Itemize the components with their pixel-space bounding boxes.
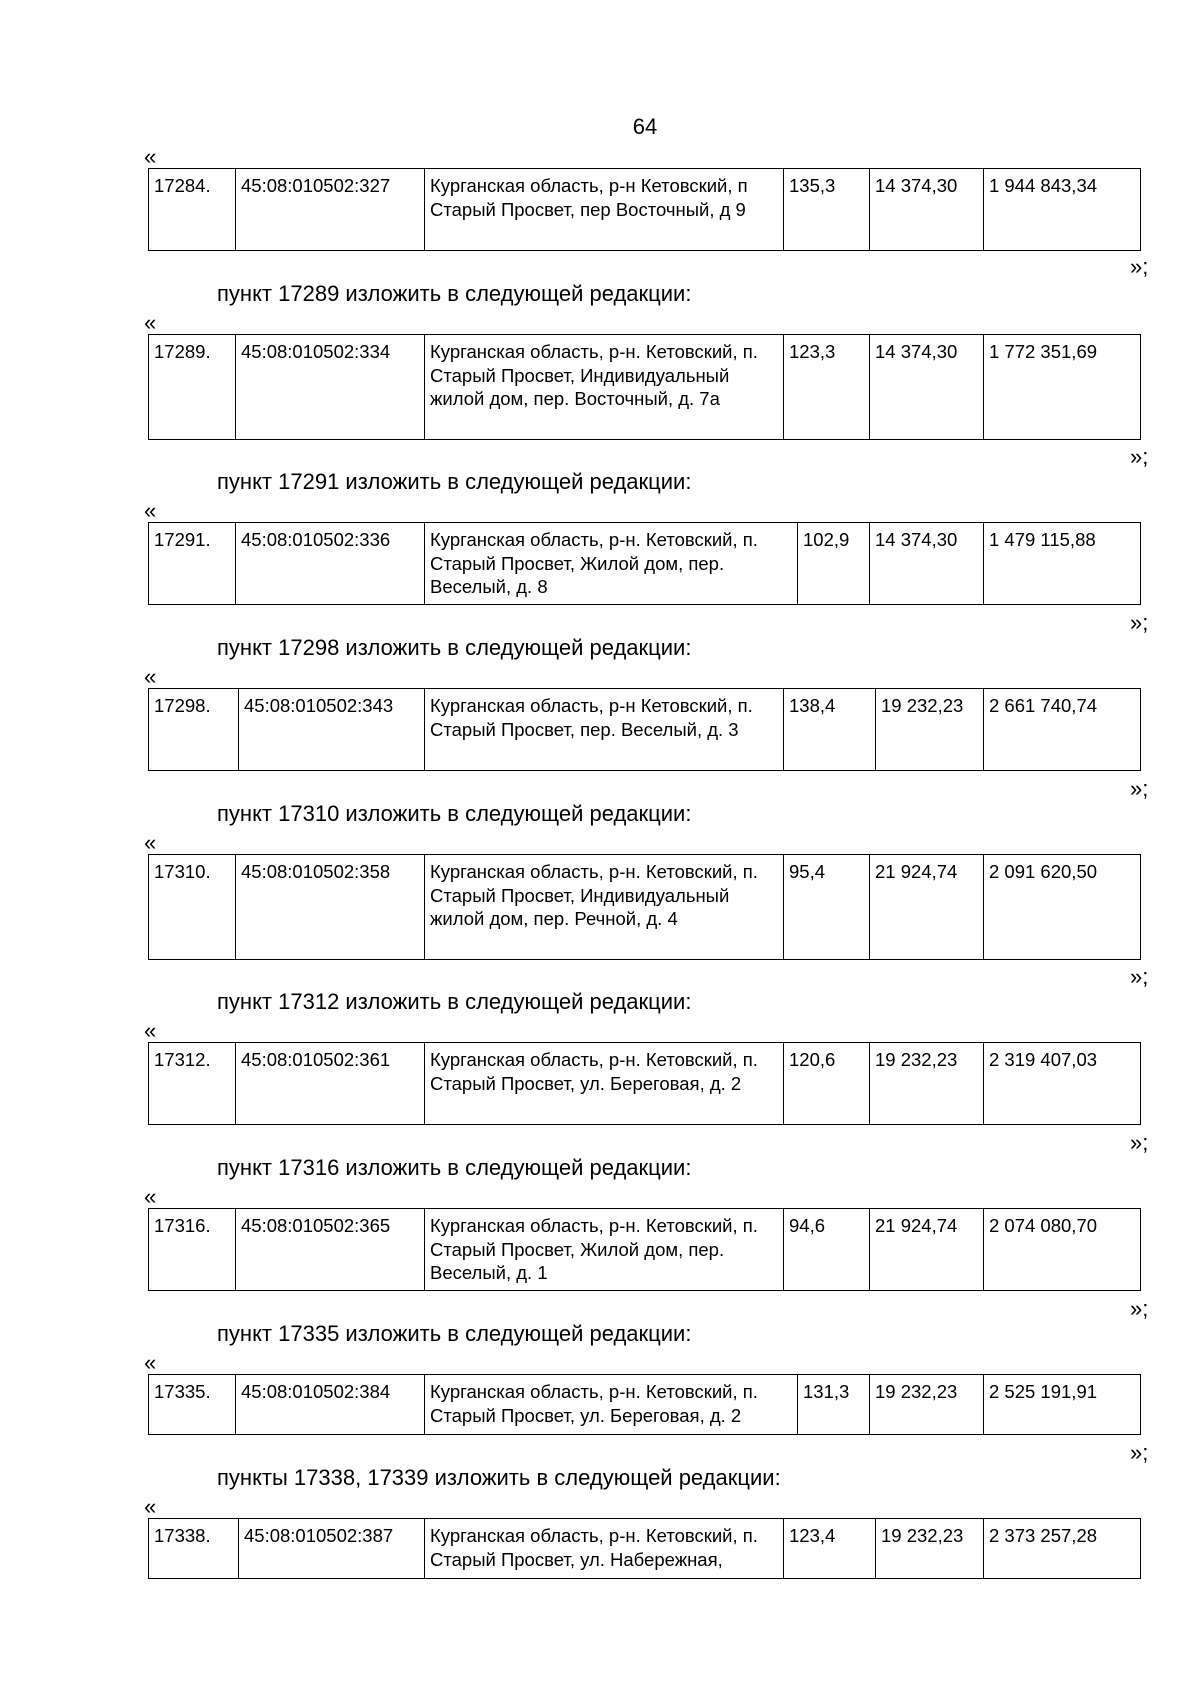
table-row: [149, 855, 1141, 960]
close-quote: »;: [1130, 1440, 1149, 1465]
close-quote: »;: [1130, 1130, 1149, 1155]
cell-total: 1 944 843,34: [984, 169, 1141, 251]
record-table: [148, 1374, 1141, 1435]
cell-total: 1 772 351,69: [984, 335, 1141, 440]
cell-area: 95,4: [784, 855, 870, 960]
cell-area: 131,3: [798, 1375, 870, 1435]
cell-number: 17335.: [149, 1375, 236, 1435]
cell-price: 19 232,23: [870, 1375, 984, 1435]
close-quote: »;: [1130, 964, 1149, 989]
cell-address: Курганская область, р-н. Кетовский, п. Старый Просвет, Индивидуальный жилой дом, пер. Речной, д. 4: [425, 855, 784, 960]
instruction-text: пункт 17310 изложить в следующей редакции:: [217, 801, 692, 826]
table-row: [149, 1519, 1141, 1579]
cell-address: Курганская область, р-н. Кетовский, п. Старый Просвет, ул. Береговая, д. 2: [425, 1043, 784, 1125]
cell-number: 17310.: [149, 855, 236, 960]
instruction-text: пункт 17298 изложить в следующей редакции:: [217, 635, 692, 660]
cell-total: 2 091 620,50: [984, 855, 1141, 960]
cell-cadastral: 45:08:010502:384: [236, 1375, 425, 1435]
cell-price: 14 374,30: [870, 169, 984, 251]
cell-total: 2 319 407,03: [984, 1043, 1141, 1125]
close-quote: »;: [1130, 254, 1149, 279]
cell-address: Курганская область, р-н. Кетовский, п. Старый Просвет, ул. Береговая, д. 2: [425, 1375, 798, 1435]
cell-total: 2 525 191,91: [984, 1375, 1141, 1435]
cell-total: 1 479 115,88: [984, 523, 1141, 605]
record-table: [148, 1208, 1141, 1291]
open-quote: «: [144, 1018, 157, 1043]
record-table: [148, 168, 1141, 251]
cell-address: Курганская область, р-н. Кетовский, п. Старый Просвет, Индивидуальный жилой дом, пер. Восточный, д. 7а: [425, 335, 784, 440]
close-quote: »;: [1130, 610, 1149, 635]
instruction-text: пункты 17338, 17339 изложить в следующей редакции:: [217, 1465, 781, 1490]
open-quote: «: [144, 1184, 157, 1209]
cell-cadastral: 45:08:010502:387: [239, 1519, 425, 1579]
table-row: [149, 689, 1141, 771]
table-row: [149, 1375, 1141, 1435]
table-row: [149, 169, 1141, 251]
cell-number: 17284.: [149, 169, 236, 251]
cell-area: 94,6: [784, 1209, 870, 1291]
cell-price: 21 924,74: [870, 855, 984, 960]
cell-cadastral: 45:08:010502:327: [236, 169, 425, 251]
cell-address: Курганская область, р-н. Кетовский, п. Старый Просвет, ул. Набережная,: [425, 1519, 784, 1579]
cell-price: 19 232,23: [870, 1043, 984, 1125]
cell-price: 19 232,23: [876, 689, 984, 771]
cell-number: 17338.: [149, 1519, 239, 1579]
cell-price: 21 924,74: [870, 1209, 984, 1291]
close-quote: »;: [1130, 1296, 1149, 1321]
instruction-text: пункт 17289 изложить в следующей редакции:: [217, 281, 692, 306]
cell-area: 135,3: [784, 169, 870, 251]
cell-address: Курганская область, р-н. Кетовский, п. Старый Просвет, Жилой дом, пер. Веселый, д. 8: [425, 523, 798, 605]
cell-area: 138,4: [784, 689, 876, 771]
cell-number: 17316.: [149, 1209, 236, 1291]
cell-total: 2 661 740,74: [984, 689, 1141, 771]
record-table: [148, 1518, 1141, 1579]
page-number: 64: [632, 114, 658, 139]
record-table: [148, 1042, 1141, 1125]
cell-area: 120,6: [784, 1043, 870, 1125]
cell-cadastral: 45:08:010502:343: [239, 689, 425, 771]
cell-address: Курганская область, р-н. Кетовский, п. Старый Просвет, Жилой дом, пер. Веселый, д. 1: [425, 1209, 784, 1291]
instruction-text: пункт 17335 изложить в следующей редакции:: [217, 1321, 692, 1346]
open-quote: «: [144, 498, 157, 523]
cell-area: 102,9: [798, 523, 870, 605]
instruction-text: пункт 17291 изложить в следующей редакции:: [217, 469, 692, 494]
cell-area: 123,3: [784, 335, 870, 440]
instruction-text: пункт 17316 изложить в следующей редакции:: [217, 1155, 692, 1180]
cell-cadastral: 45:08:010502:334: [236, 335, 425, 440]
cell-total: 2 074 080,70: [984, 1209, 1141, 1291]
cell-price: 14 374,30: [870, 335, 984, 440]
record-table: [148, 334, 1141, 440]
open-quote: «: [144, 310, 157, 335]
open-quote: «: [144, 1350, 157, 1375]
cell-total: 2 373 257,28: [984, 1519, 1141, 1579]
open-quote: «: [144, 664, 157, 689]
cell-area: 123,4: [784, 1519, 876, 1579]
cell-cadastral: 45:08:010502:358: [236, 855, 425, 960]
cell-address: Курганская область, р-н Кетовский, п. Старый Просвет, пер. Веселый, д. 3: [425, 689, 784, 771]
table-row: [149, 523, 1141, 605]
cell-number: 17298.: [149, 689, 239, 771]
record-table: [148, 688, 1141, 771]
cell-number: 17312.: [149, 1043, 236, 1125]
close-quote: »;: [1130, 444, 1149, 469]
cell-number: 17291.: [149, 523, 236, 605]
cell-cadastral: 45:08:010502:365: [236, 1209, 425, 1291]
open-quote: «: [144, 144, 157, 169]
cell-address: Курганская область, р-н Кетовский, п Старый Просвет, пер Восточный, д 9: [425, 169, 784, 251]
record-table: [148, 854, 1141, 960]
cell-price: 19 232,23: [876, 1519, 984, 1579]
instruction-text: пункт 17312 изложить в следующей редакции:: [217, 989, 692, 1014]
open-quote: «: [144, 1494, 157, 1519]
cell-number: 17289.: [149, 335, 236, 440]
table-row: [149, 1209, 1141, 1291]
cell-price: 14 374,30: [870, 523, 984, 605]
table-row: [149, 1043, 1141, 1125]
open-quote: «: [144, 830, 157, 855]
record-table: [148, 522, 1141, 605]
table-row: [149, 335, 1141, 440]
cell-cadastral: 45:08:010502:336: [236, 523, 425, 605]
cell-cadastral: 45:08:010502:361: [236, 1043, 425, 1125]
close-quote: »;: [1130, 776, 1149, 801]
